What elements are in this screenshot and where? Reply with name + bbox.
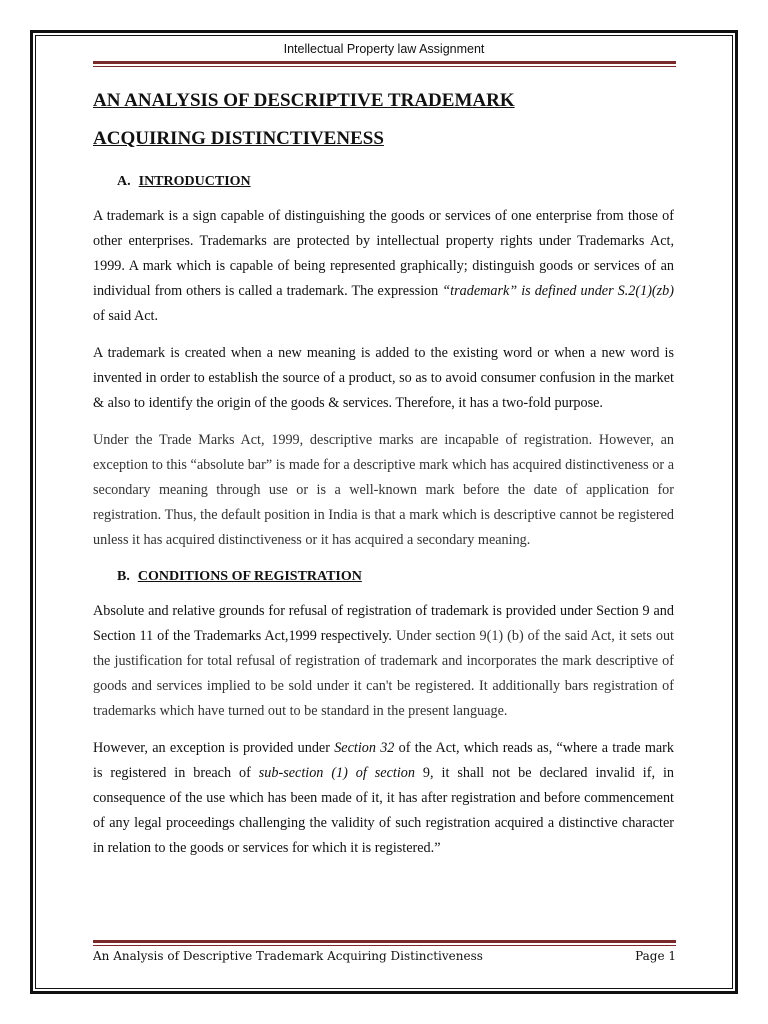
paragraph-1-text-end: of said Act. bbox=[93, 308, 159, 324]
section-number: B. bbox=[117, 569, 130, 584]
section-title: CONDITIONS OF REGISTRATION bbox=[137, 569, 362, 584]
paragraph-3: Under the Trade Marks Act, 1999, descriptive marks are incapable of registration. However, an exception to this “absolute bar” is made for a descriptive mark which has acquired distinctiveness or a secondary meaning through use or is a well-known mark before the date of application for registration. Thus, the default position in India is that a mark which is descriptive cannot be registered unless it has acquired distinctiveness or it has acquired a secondary meaning. bbox=[93, 432, 674, 548]
section-heading-introduction bbox=[117, 174, 674, 190]
header-rule-thick bbox=[93, 61, 676, 64]
paragraph-5 bbox=[93, 736, 674, 861]
page-number: Page 1 bbox=[635, 949, 676, 963]
document-title-line1: AN ANALYSIS OF DESCRIPTIVE TRADEMARK bbox=[93, 90, 515, 111]
footer-rule-thick bbox=[93, 940, 676, 943]
paragraph-5-emphasis: sub-section (1) of section bbox=[258, 765, 415, 781]
document-title bbox=[93, 82, 674, 158]
document-title-line2: ACQUIRING DISTINCTIVENESS bbox=[93, 128, 384, 149]
paragraph-4-text: Absolute and relative grounds for refusal of registration of trademark is provided under Section 9 and Section 11 of the Trademarks Act,1999 respectively. bbox=[93, 603, 674, 644]
paragraph-1 bbox=[93, 204, 674, 329]
footer-title: An Analysis of Descriptive Trademark Acquiring Distinctiveness bbox=[93, 949, 483, 963]
paragraph-4-text-cont: Under section 9(1) (b) of the said Act, it sets out the justification for total refusal of registration of trademark and incorporates the mark descriptive of goods and services implied to be sold under it can't be registered. It additionally bars registration of trademarks which have turned out to be standard in the present language. bbox=[93, 628, 674, 719]
paragraph-5-text: 9, it shall not be declared invalid if, in consequence of the use which has been made of it, it has after registration and before commencement of any legal proceedings challenging the validity of such registration acquired a distinctive character in relation to the goods or services for which it is registered.” bbox=[93, 765, 674, 856]
paragraph-5-emphasis: Section 32 bbox=[334, 740, 395, 756]
header-title: Intellectual Property law Assignment bbox=[283, 42, 485, 56]
paragraph-4 bbox=[93, 599, 674, 724]
paragraph-5-text: However, an exception is provided under bbox=[93, 740, 335, 756]
paragraph-1-text: A trademark is a sign capable of distinguishing the goods or services of one enterprise from those of other enterprises. Trademarks are protected by intellectual property rights under Trademarks Act, 1999. A mark which is capable of being represented graphically; distinguish goods or services of an individual from others is called a trademark. The expression bbox=[93, 208, 674, 299]
document-body bbox=[93, 82, 674, 873]
paragraph-2: A trademark is created when a new meaning is added to the existing word or when a new word is invented in order to establish the source of a product, so as to avoid consumer confusion in the market & also to identify the origin of the goods & services. Therefore, it has a two-fold purpose. bbox=[93, 345, 674, 411]
paragraph-5-text: of the Act, which reads as, “where a trade mark is registered in breach of bbox=[93, 740, 674, 781]
paragraph-1-emphasis: “trademark” is defined under S.2(1)(zb) bbox=[442, 283, 674, 299]
header-rule-thin bbox=[93, 66, 676, 67]
footer-rule-thin bbox=[93, 945, 676, 946]
section-title: INTRODUCTION bbox=[138, 174, 251, 189]
section-heading-conditions bbox=[117, 569, 674, 585]
section-number: A. bbox=[117, 174, 131, 189]
